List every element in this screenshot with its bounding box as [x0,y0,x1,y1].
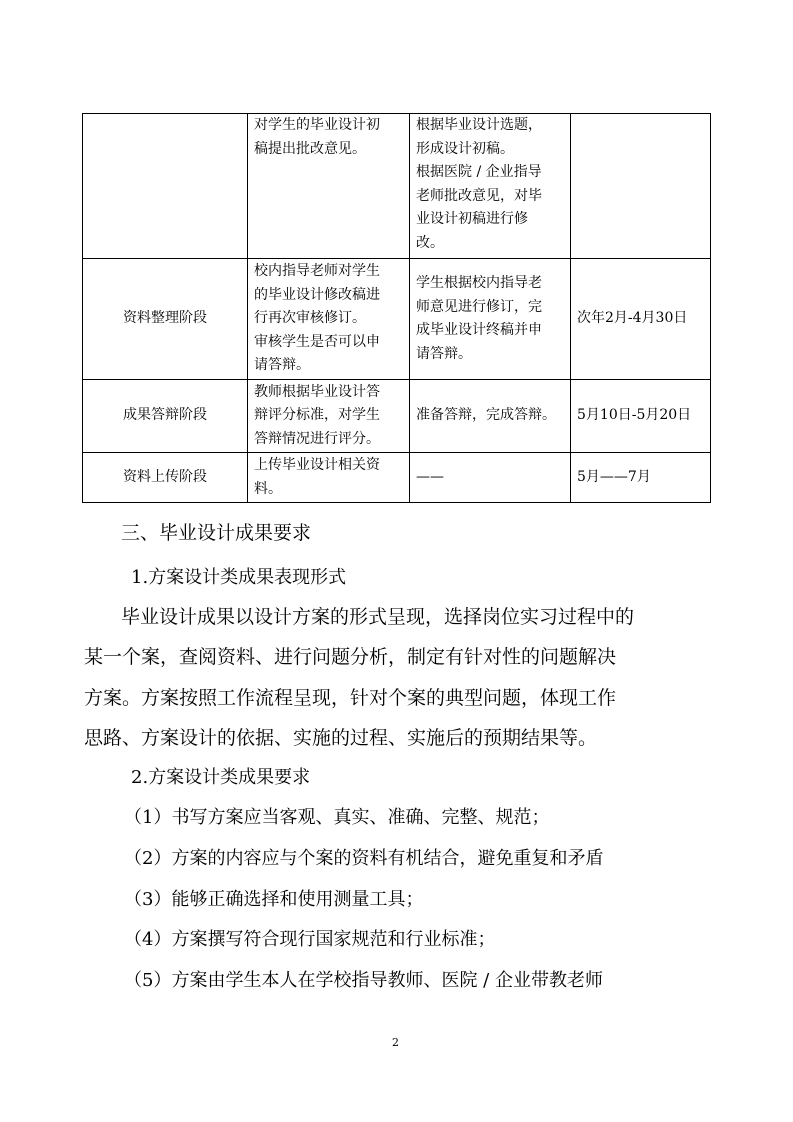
requirement-item: （3）能够正确选择和使用测量工具； [124,889,424,910]
table-row [83,259,711,380]
cell-line: 教师根据毕业设计答 [254,383,380,400]
teacher-task-cell [248,380,410,453]
cell-line: 老师批改意见，对毕 [416,187,542,204]
stage-cell: 资料上传阶段 [83,453,248,503]
teacher-task-cell [248,259,410,380]
student-task-cell [410,259,571,380]
cell-line: 的毕业设计修改稿进 [254,286,380,303]
cell-line: 学生根据校内指导老 [416,275,542,291]
cell-line: 对学生的毕业设计初 [254,117,380,133]
stage-cell: 资料整理阶段 [83,259,248,380]
student-task-cell [410,380,571,453]
subsection-title: 1.方案设计类成果表现形式 [131,567,347,588]
paragraph-line: 毕业设计成果以设计方案的形式呈现，选择岗位实习过程中的 [121,606,635,628]
section-heading: 三、毕业设计成果要求 [121,522,312,544]
cell-line: 答辩情况进行评分。 [254,430,380,447]
cell-line: —— [416,468,444,485]
paragraph-line: 方案。方案按照工作流程呈现，针对个案的典型问题，体现工作 [84,687,617,709]
cell-line: 辩评分标准，对学生 [254,407,380,424]
requirement-item: （4）方案撰写符合现行国家规范和行业标准； [124,929,496,950]
cell-line: 根据毕业设计选题， [416,117,542,133]
cell-line: 请答辩。 [416,345,472,362]
teacher-task-cell [248,114,410,259]
stage-cell [83,114,248,259]
cell-line: 师意见进行修订，完 [416,298,542,315]
cell-line: 稿提出批改意见。 [254,140,366,157]
stage-cell: 成果答辩阶段 [83,380,248,453]
requirement-item: （1）书写方案应当客观、真实、准确、完整、规范； [124,807,550,828]
time-cell [571,114,711,259]
cell-line: 料。 [254,480,282,497]
requirement-item: （5）方案由学生本人在学校指导教师、医院 / 企业带教老师 [124,970,603,991]
student-task-cell [410,114,571,259]
cell-line: 根据医院 / 企业指导 [416,164,542,180]
cell-line: 改。 [416,234,444,251]
teacher-task-cell [248,453,410,503]
schedule-table [82,113,711,503]
time-cell: 5月10日-5月20日 [571,380,711,453]
cell-line: 上传毕业设计相关资 [254,457,380,473]
time-cell: 5月——7月 [571,453,711,503]
cell-line: 校内指导老师对学生 [254,263,380,280]
cell-line: 形成设计初稿。 [416,140,514,157]
cell-line: 成毕业设计终稿并申 [416,322,542,338]
table-row [83,380,711,453]
time-cell: 次年2月-4月30日 [571,259,711,380]
cell-line: 审核学生是否可以申 [254,333,380,350]
cell-line: 准备答辩，完成答辩。 [416,407,556,424]
paragraph-line: 某一个案，查阅资料、进行问题分析，制定有针对性的问题解决 [84,646,617,668]
table-row [83,114,711,259]
table-row [83,453,711,503]
cell-line: 行再次审核修订。 [254,310,366,327]
page-number: 2 [392,1036,399,1049]
cell-line: 请答辩。 [254,357,310,374]
cell-line: 业设计初稿进行修 [416,211,528,227]
paragraph-line: 思路、方案设计的依据、实施的过程、实施后的预期结果等。 [84,727,598,749]
student-task-cell [410,453,571,503]
subsection-title: 2.方案设计类成果要求 [131,767,311,788]
requirement-item: （2）方案的内容应与个案的资料有机结合，避免重复和矛盾 [124,848,604,869]
